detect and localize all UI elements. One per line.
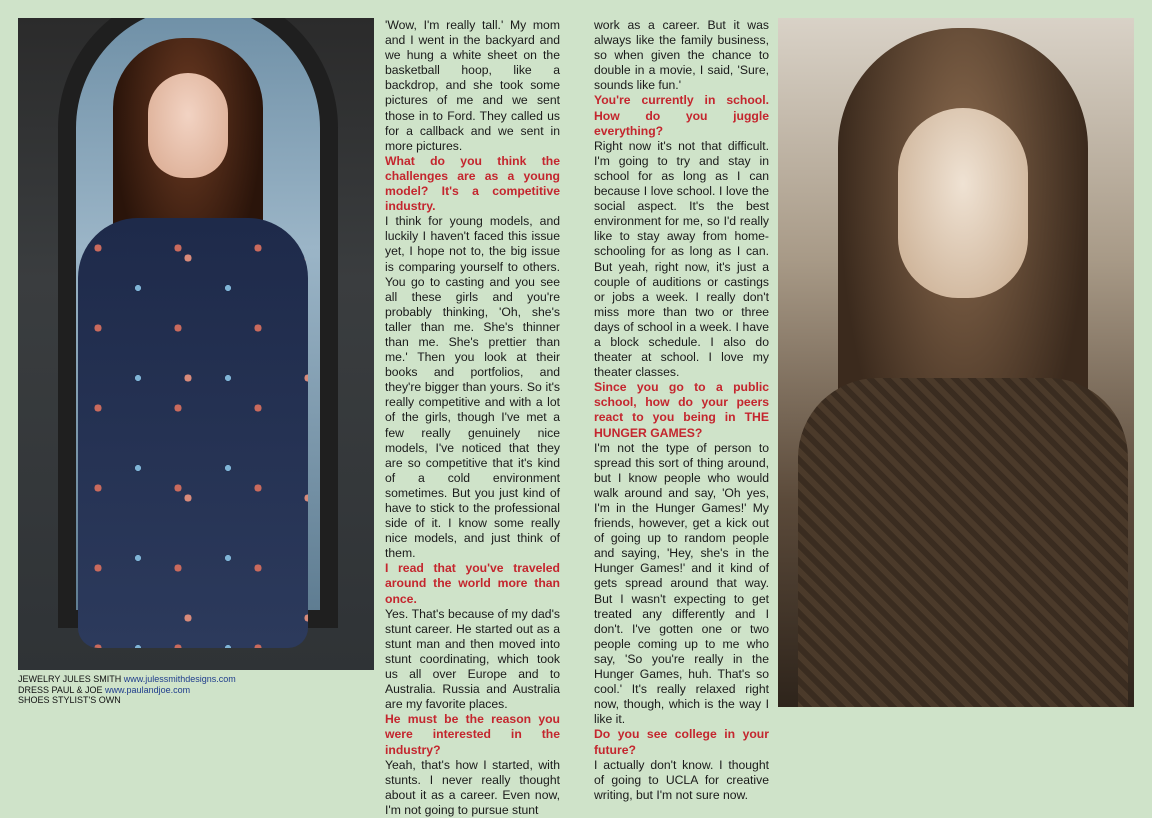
interview-question: You're currently in school. How do you juggle everything? [594, 93, 769, 138]
credit-jewelry-link[interactable]: www.julessmithdesigns.com [123, 674, 236, 684]
interview-question: What do you think the challenges are as a young model? It's a competitive industry. [385, 153, 560, 214]
model-photo-left [18, 18, 374, 670]
credit-jewelry-label: JEWELRY JULES SMITH [18, 674, 122, 684]
credit-shoes [18, 695, 378, 706]
interview-answer: I think for young models, and luckily I haven't faced this issue yet, I hope not to, the big issue is comparing yourself to others. You go to casting and you see all these girls and you're probably thinking, 'Oh, she's taller than me. She's thinner than me. She's prettier than me.' Then you look at their books and portfolios, and they're bigger than yours. So it's really competitive and with a lot of the girls, though I've met a few really genuinely nice models, I've noticed that they are so competitive that it's kind of a cold environment sometimes. But you just kind of have to stick to the professional side of it. I know some really nice models, and just think of them. [385, 214, 560, 561]
plaid-jacket [798, 378, 1128, 707]
face [148, 73, 228, 178]
interview-question: He must be the reason you were interested in the industry? [385, 712, 560, 757]
credit-dress [18, 685, 378, 696]
interview-answer: Yeah, that's how I started, with stunts. I never really thought about it as a career. Even now, I'm not going to pursue stunt [385, 757, 560, 817]
credit-dress-link[interactable]: www.paulandjoe.com [105, 684, 191, 695]
interview-answer: Yes. That's because of my dad's stunt career. He started out as a stunt man and then moved into stunt coordinating, which took us all over Europe and to Australia. Russia and Australia are my favorite places. [385, 606, 560, 712]
interview-answer: Right now it's not that difficult. I'm going to try and stay in school for as long as I can because I love school. I love the social aspect. It's the best environment for me, so I'd really like to stay away from home-schooling for as long as I can. But yeah, right now, it's just a couple of auditions or castings or jobs a week. I really don't miss more than two or three days of school in a week. I have a block schedule. I also do theater at school. I love my theater classes. [594, 138, 769, 380]
article-column-1 [385, 18, 560, 818]
credit-shoes-label: SHOES STYLIST'S OWN [18, 695, 121, 705]
interview-answer: work as a career. But it was always like the family business, so when given the chance to double in a movie, I said, 'Sure, sounds like fun.' [594, 18, 769, 93]
face [898, 108, 1028, 298]
floral-dress [78, 218, 308, 648]
interview-question: I read that you've traveled around the world more than once. [385, 561, 560, 606]
model-photo-right [778, 18, 1134, 707]
credit-jewelry [18, 674, 378, 685]
photo-credits [18, 674, 378, 706]
interview-answer: I'm not the type of person to spread this sort of thing around, but I know people who would walk around and say, 'Oh yes, I'm in the Hunger Games!' My friends, however, get a kick out of going up to random people and saying, 'Hey, she's in the Hunger Games!' and it kind of gets spread around that way. But I wasn't expecting to get treated any differently and I don't. I've gotten one or two people coming up to me who say, 'So you're really in the Hunger Games, huh. That's so cool.' It's really relaxed right now, though, which is the way I like it. [594, 440, 769, 727]
interview-answer: I actually don't know. I thought of going to UCLA for creative writing, but I'm not sure now. [594, 757, 769, 802]
credit-dress-label: DRESS PAUL & JOE [18, 684, 103, 695]
article-column-2 [594, 18, 769, 803]
interview-question: Since you go to a public school, how do your peers react to you being in THE HUNGER GAMES? [594, 380, 769, 440]
interview-answer: 'Wow, I'm really tall.' My mom and I went in the backyard and we hung a white sheet on the basketball hoop, like a backdrop, and she took some pictures of me and we sent those in to Ford. They called us for a callback and we sent in more pictures. [385, 18, 560, 153]
interview-question: Do you see college in your future? [594, 727, 769, 757]
